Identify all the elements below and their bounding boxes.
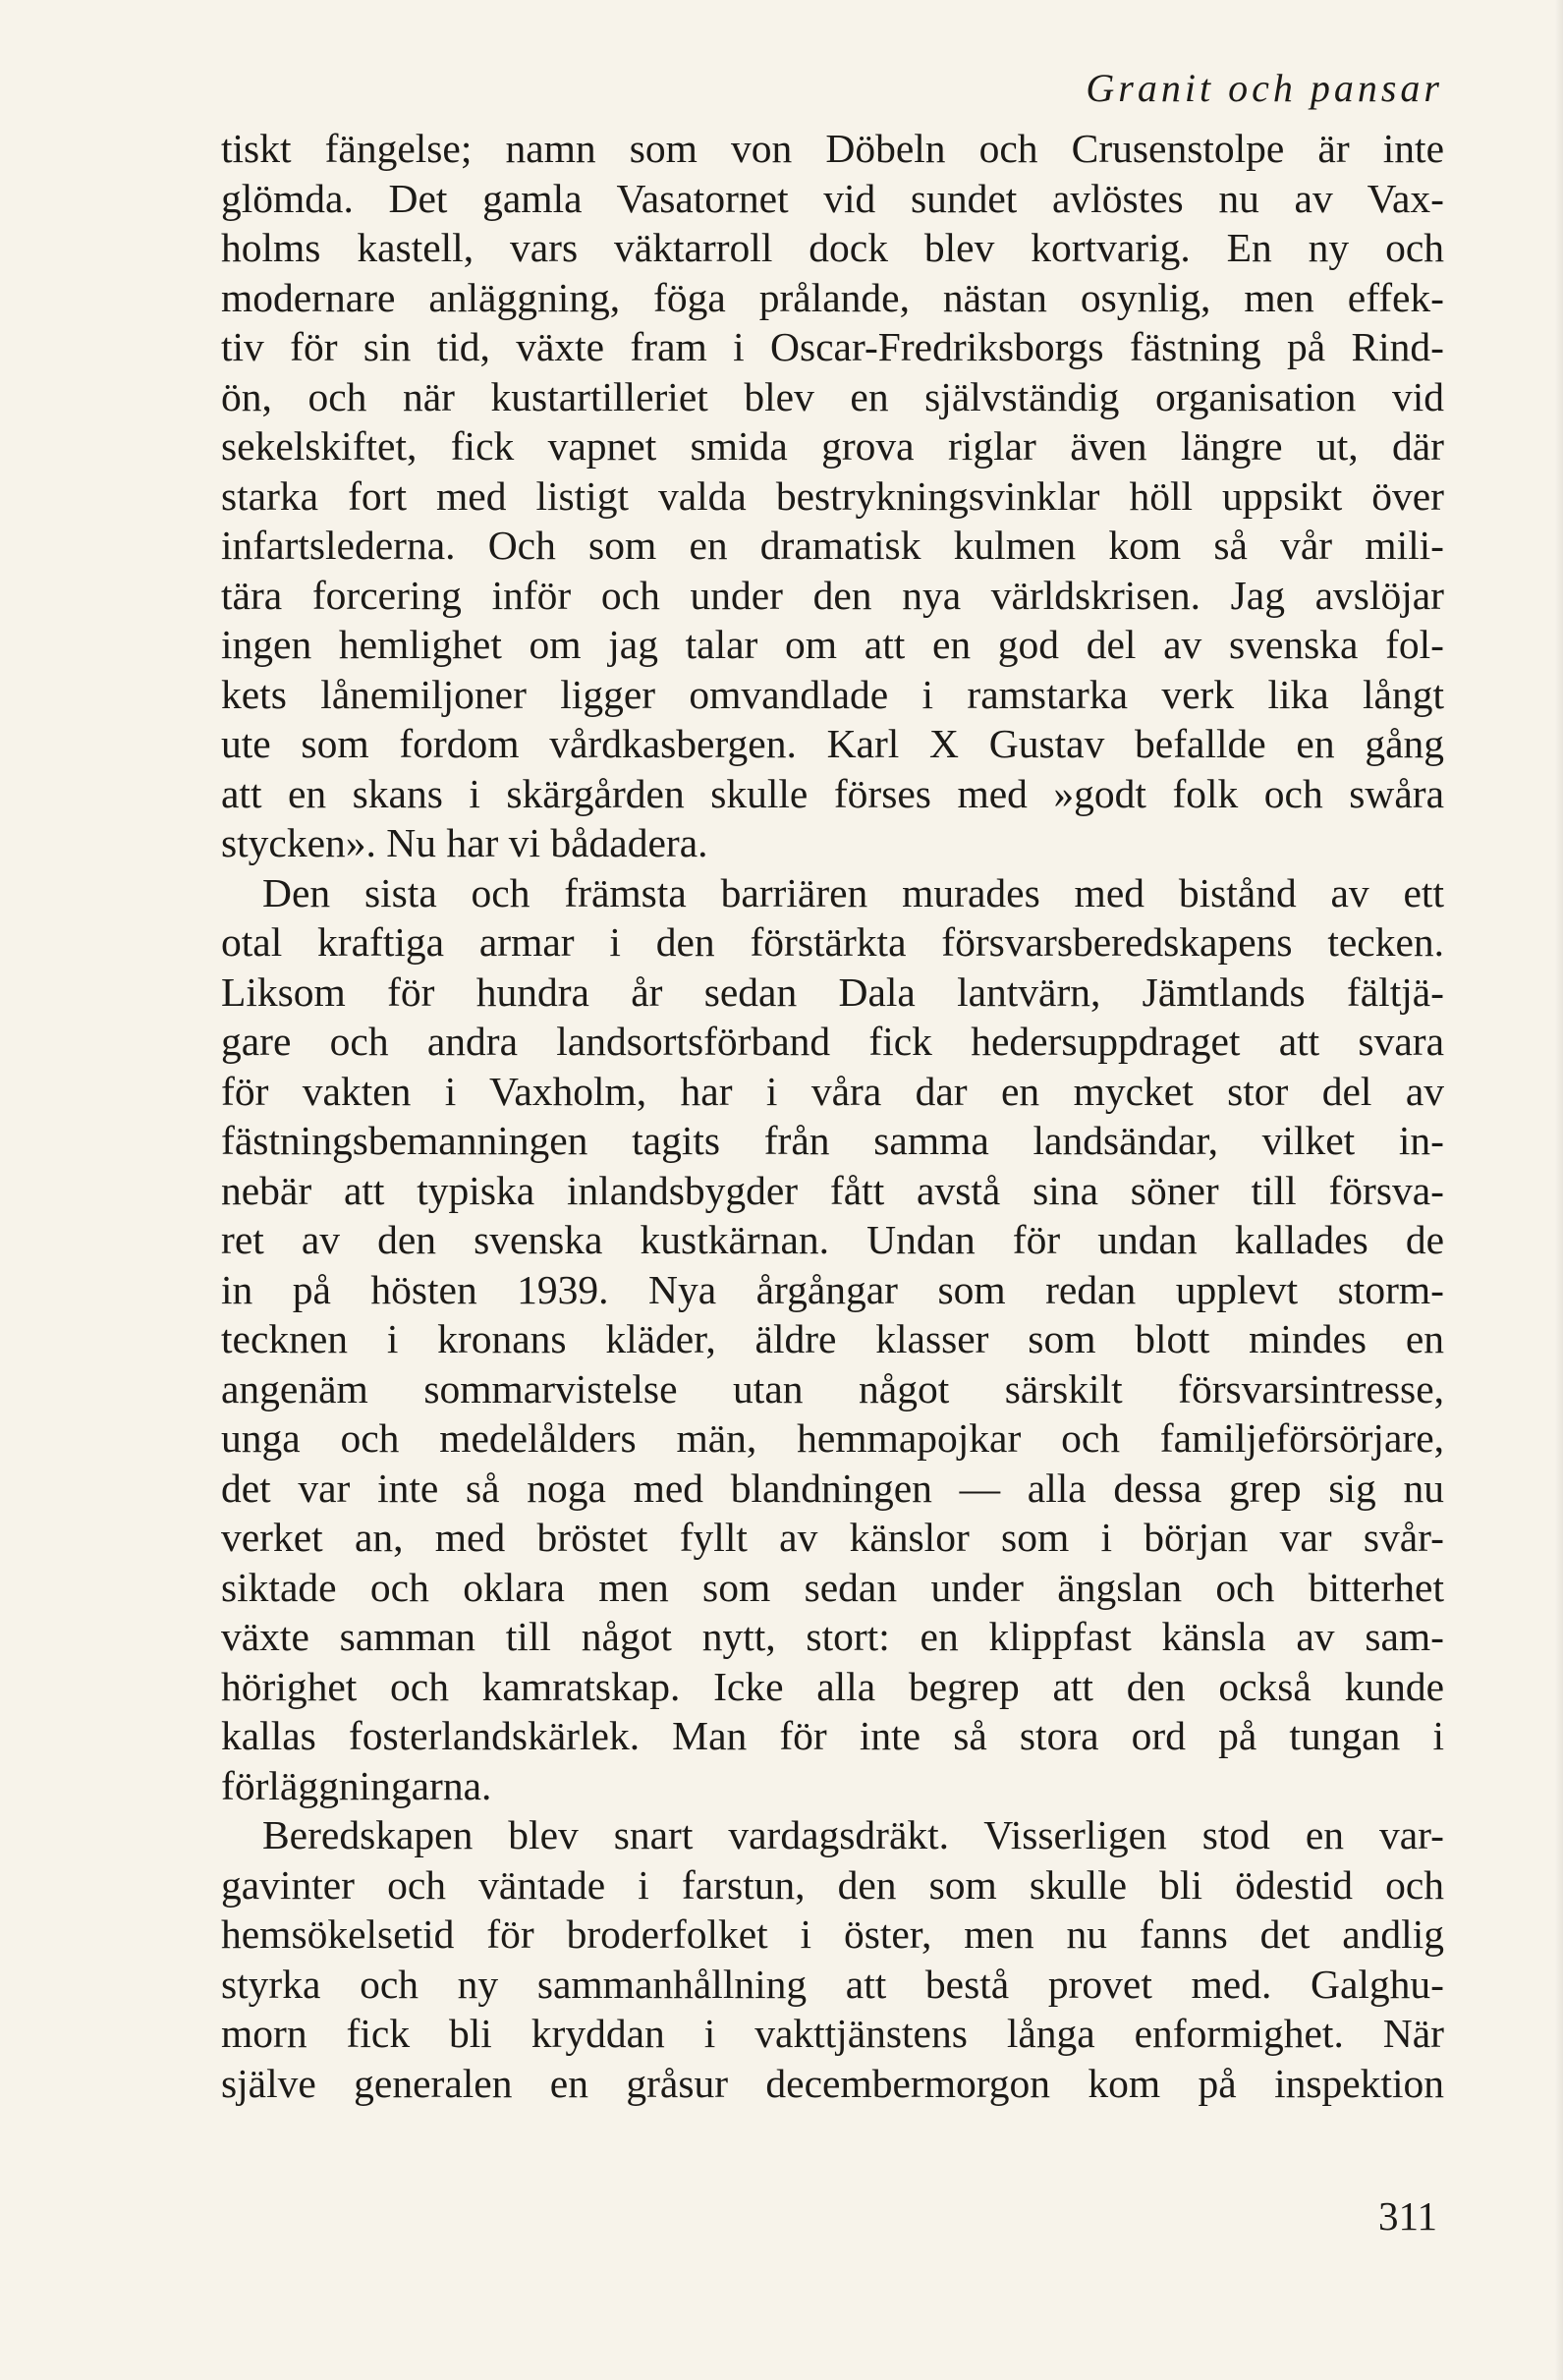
text-line: kets lånemiljoner ligger omvandlade i ramstarka verk lika långt [221, 671, 1444, 717]
text-line: tiv för sin tid, växte fram i Oscar-Fredriksborgs fästning på Rind- [221, 324, 1444, 369]
text-line: för vakten i Vaxholm, har i våra dar en mycket stor del av [221, 1068, 1444, 1114]
body-text [221, 124, 1444, 2108]
text-line: tiskt fängelse; namn som von Döbeln och Crusenstolpe är inte [221, 126, 1444, 171]
text-line: unga och medelålders män, hemmapojkar och familjeförsörjare, [221, 1415, 1444, 1461]
text-line: nebär att typiska inlandsbygder fått avstå sina söner till försva- [221, 1167, 1444, 1213]
text-line: glömda. Det gamla Vasatornet vid sundet avlöstes nu av Vax- [221, 175, 1444, 221]
text-line: fästningsbemanningen tagits från samma landsändar, vilket in- [221, 1118, 1444, 1163]
text-line: att en skans i skärgården skulle förses med »godt folk och swåra [221, 770, 1444, 816]
text-line: det var inte så noga med blandningen — alla dessa grep sig nu [221, 1465, 1444, 1511]
text-line: ön, och när kustartilleriet blev en självständig organisation vid [221, 373, 1444, 419]
text-line: in på hösten 1939. Nya årgångar som redan upplevt storm- [221, 1266, 1444, 1312]
text-line: själve generalen en gråsur decembermorgon kom på inspektion [221, 2060, 1444, 2106]
text-line: holms kastell, vars väktarroll dock blev kortvarig. En ny och [221, 225, 1444, 270]
running-title: Granit och pansar [1086, 66, 1443, 110]
text-line: förläggningarna. [221, 1762, 492, 1808]
text-line: ute som fordom vårdkasbergen. Karl X Gustav befallde en gång [221, 721, 1444, 766]
text-line: Beredskapen blev snart vardagsdräkt. Visserligen stod en var- [262, 1812, 1444, 1857]
page-number: 311 [1378, 2193, 1437, 2239]
text-line: verket an, med bröstet fyllt av känslor som i början var svår- [221, 1515, 1444, 1560]
text-line: tära forcering inför och under den nya världskrisen. Jag avslöjar [221, 572, 1444, 618]
text-line: gare och andra landsortsförband fick hedersuppdraget att svara [221, 1019, 1444, 1064]
text-line: starka fort med listigt valda bestrykningsvinklar höll uppsikt över [221, 472, 1444, 519]
text-line: sekelskiftet, fick vapnet smida grova riglar även längre ut, där [221, 423, 1444, 469]
text-line: infartslederna. Och som en dramatisk kulmen kom så vår mili- [221, 523, 1444, 568]
text-line: morn fick bli kryddan i vakttjänstens långa enformighet. När [221, 2011, 1444, 2056]
text-line: kallas fosterlandskärlek. Man för inte så stora ord på tungan i [221, 1713, 1444, 1758]
text-line: växte samman till något nytt, stort: en klippfast känsla av sam- [221, 1614, 1444, 1659]
text-line: angenäm sommarvistelse utan något särskilt försvarsintresse, [221, 1365, 1444, 1411]
text-line: Liksom för hundra år sedan Dala lantvärn, Jämtlands fältjä- [221, 969, 1444, 1015]
text-line: otal kraftiga armar i den förstärkta försvarsberedskapens tecken. [221, 919, 1444, 965]
text-line: ingen hemlighet om jag talar om att en god del av svenska fol- [221, 622, 1444, 667]
text-line: ret av den svenska kustkärnan. Undan för undan kallades de [221, 1217, 1444, 1262]
text-line: hörighet och kamratskap. Icke alla begrep att den också kunde [221, 1663, 1444, 1709]
text-line: modernare anläggning, föga prålande, nästan osynlig, men effek- [221, 274, 1444, 320]
text-line: hemsökelsetid för broderfolket i öster, men nu fanns det andlig [221, 1911, 1444, 1957]
text-line: gavinter och väntade i farstun, den som skulle bli ödestid och [221, 1861, 1444, 1908]
text-line: Den sista och främsta barriären murades med bistånd av ett [262, 869, 1444, 915]
text-line: tecknen i kronans kläder, äldre klasser som blott mindes en [221, 1316, 1444, 1361]
text-line: styrka och ny sammanhållning att bestå provet med. Galghu- [221, 1961, 1444, 2007]
text-line: siktade och oklara men som sedan under ängslan och bitterhet [221, 1564, 1444, 1610]
page-edge-shadow [1555, 0, 1563, 2380]
text-line: stycken». Nu har vi bådadera. [221, 820, 708, 865]
